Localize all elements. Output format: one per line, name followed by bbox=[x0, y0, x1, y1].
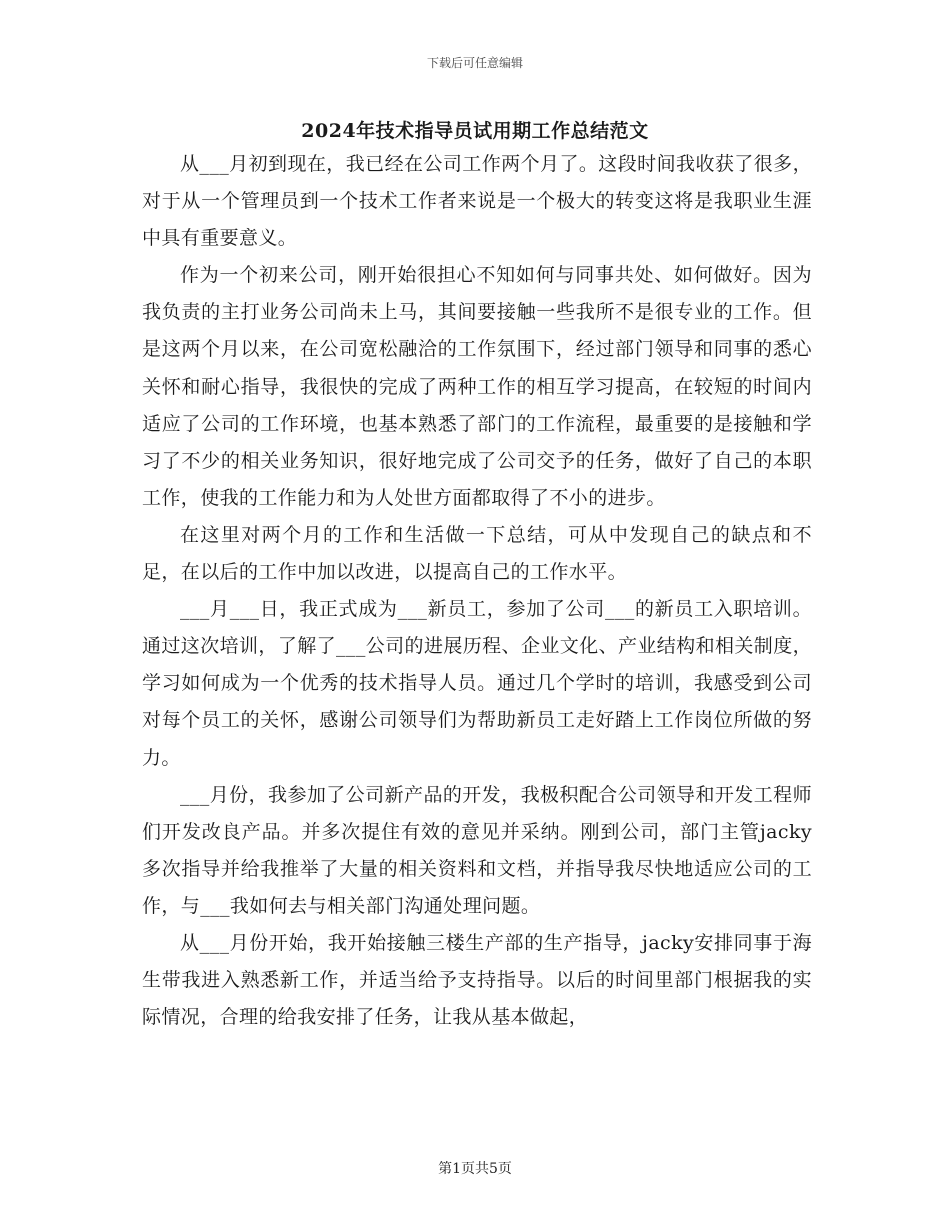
paragraph: ___月___日，我正式成为___新员工，参加了公司___的新员工入职培训。通过这次培训，了解了___公司的进展历程、企业文化、产业结构和相关制度，学习如何成为一个优秀的技术指导人员。通过几个学时的培训，我感受到公司对每个员工的关怀，感谢公司领导们为帮助新员工走好踏上工作岗位所做的努力。 bbox=[142, 598, 812, 769]
page-number: 第1页共5页 bbox=[438, 1161, 512, 1177]
document-body bbox=[142, 146, 812, 1036]
paragraph: 作为一个初来公司，刚开始很担心不知如何与同事共处、如何做好。因为我负责的主打业务公司尚未上马，其间要接触一些我所不是很专业的工作。但是这两个月以来，在公司宽松融洽的工作氛围下，经过部门领导和同事的悉心关怀和耐心指导，我很快的完成了两种工作的相互学习提高，在较短的时间内适应了公司的工作环境，也基本熟悉了部门的工作流程，最重要的是接触和学习了不少的相关业务知识，很好地完成了公司交予的任务，做好了自己的本职工作，使我的工作能力和为人处世方面都取得了不小的进步。 bbox=[142, 264, 812, 509]
header-note: 下载后可任意编辑 bbox=[426, 56, 523, 70]
document-title: 2024年技术指导员试用期工作总结范文 bbox=[301, 120, 649, 142]
paragraph: 从___月份开始，我开始接触三楼生产部的生产指导，jacky安排同事于海生带我进入熟悉新工作，并适当给予支持指导。以后的时间里部门根据我的实际情况，合理的给我安排了任务，让我从基本做起， bbox=[142, 931, 812, 1029]
paragraph: 在这里对两个月的工作和生活做一下总结，可从中发现自己的缺点和不足，在以后的工作中加以改进，以提高自己的工作水平。 bbox=[142, 523, 812, 584]
paragraph: 从___月初到现在，我已经在公司工作两个月了。这段时间我收获了很多，对于从一个管理员到一个技术工作者来说是一个极大的转变这将是我职业生涯中具有重要意义。 bbox=[142, 153, 812, 250]
paragraph: ___月份，我参加了公司新产品的开发，我极积配合公司领导和开发工程师们开发改良产品。并多次提住有效的意见并采纳。刚到公司，部门主管jacky多次指导并给我推举了大量的相关资料和文档，并指导我尽快地适应公司的工作，与___我如何去与相关部门沟通处理问题。 bbox=[142, 783, 812, 917]
